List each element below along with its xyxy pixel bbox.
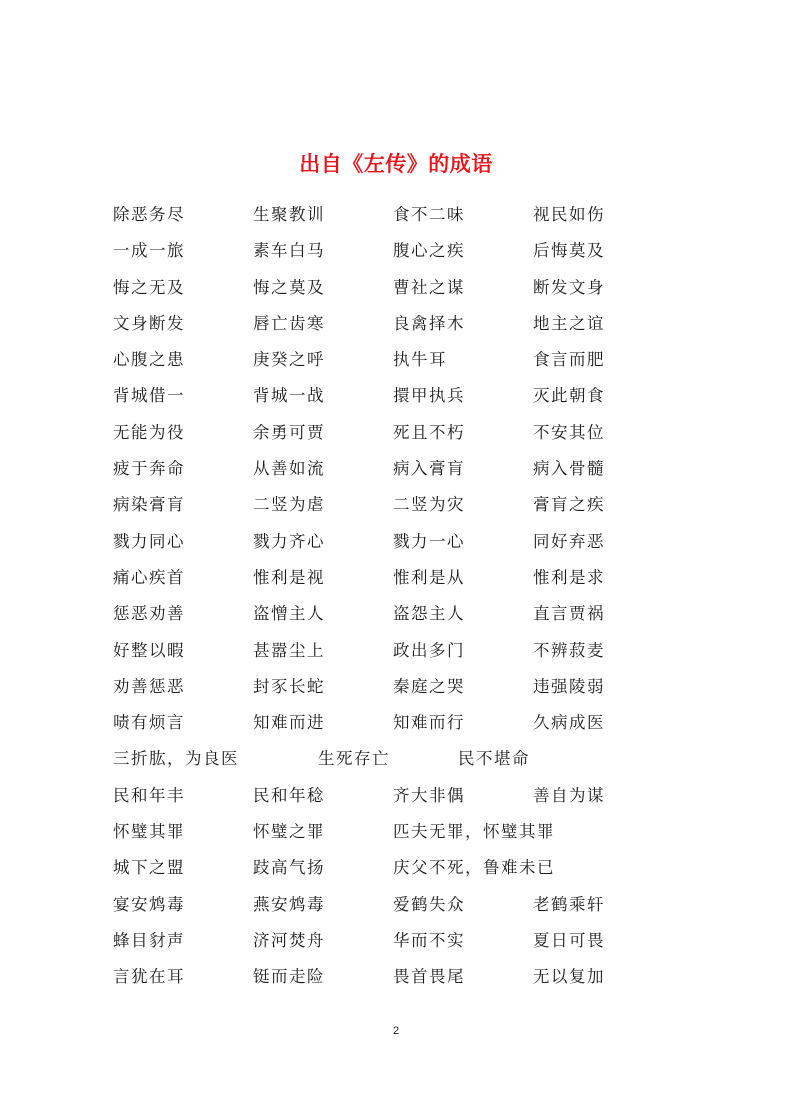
idiom: 不辨菽麦 [533,640,605,660]
idiom-row [113,197,673,233]
idiom: 甚嚣尘上 [253,640,325,660]
idiom: 燕安鸩毒 [253,894,325,914]
idiom: 怀璧之罪 [253,822,325,842]
idiom: 怀璧其罪 [113,822,185,842]
idiom: 戮力一心 [393,531,465,551]
idiom-row [113,705,673,741]
idiom: 老鹤乘轩 [533,894,605,914]
idiom: 擐甲执兵 [393,386,465,406]
idiom: 民和年丰 [113,785,185,805]
idiom: 政出多门 [393,640,465,660]
idiom-row [113,306,673,342]
idiom: 宴安鸩毒 [113,894,185,914]
idiom: 民不堪命 [458,749,530,769]
idiom-row [113,378,673,414]
idiom: 匹夫无罪，怀璧其罪 [393,822,555,842]
idiom-row [113,850,673,886]
idiom: 惟利是从 [393,567,465,587]
idiom: 民和年稔 [253,785,325,805]
idiom: 戮力齐心 [253,531,325,551]
idiom: 盗憎主人 [253,604,325,624]
idiom: 一成一旅 [113,241,185,261]
idiom: 直言贾祸 [533,604,605,624]
idiom-row [113,669,673,705]
idiom-row [113,524,673,560]
idiom: 余勇可贾 [253,422,325,442]
idiom: 济河焚舟 [253,930,325,950]
idiom: 执牛耳 [393,350,447,370]
idiom: 齐大非偶 [393,785,465,805]
idiom-row [113,451,673,487]
idiom: 心腹之患 [113,350,185,370]
page-title: 出自《左传》的成语 [299,152,493,176]
idiom: 爱鹤失众 [393,894,465,914]
idiom: 死且不朽 [393,422,465,442]
idiom-row [113,923,673,959]
idiom: 好整以暇 [113,640,185,660]
idiom: 背城一战 [253,386,325,406]
idiom: 惟利是视 [253,567,325,587]
idiom: 唇亡齿寒 [253,313,325,333]
idiom-row [113,596,673,632]
idiom: 庆父不死，鲁难未已 [393,858,555,878]
idiom: 曹社之谋 [393,277,465,297]
idiom: 膏肓之疾 [533,495,605,515]
idiom: 无以复加 [533,967,605,987]
idiom-row [113,415,673,451]
idiom: 不安其位 [533,422,605,442]
idiom: 背城借一 [113,386,185,406]
idiom: 蜂目豺声 [113,930,185,950]
idiom: 无能为役 [113,422,185,442]
idiom: 悔之莫及 [253,277,325,297]
idiom: 知难而行 [393,713,465,733]
idiom: 从善如流 [253,459,325,479]
idiom-list [113,197,673,996]
idiom: 劝善惩恶 [113,676,185,696]
page-number: 2 [392,1025,400,1037]
idiom: 三折肱，为良医 [113,749,239,769]
idiom-row [113,778,673,814]
idiom: 文身断发 [113,313,185,333]
idiom: 病入骨髓 [533,459,605,479]
idiom-row [113,487,673,523]
idiom: 善自为谋 [533,785,605,805]
idiom: 素车白马 [253,241,325,261]
idiom: 生死存亡 [318,749,390,769]
idiom: 知难而进 [253,713,325,733]
idiom: 畏首畏尾 [393,967,465,987]
idiom: 痛心疾首 [113,567,185,587]
idiom: 食言而肥 [533,350,605,370]
idiom: 后悔莫及 [533,241,605,261]
idiom: 夏日可畏 [533,930,605,950]
idiom: 良禽择木 [393,313,465,333]
idiom: 视民如伤 [533,205,605,224]
idiom: 违强陵弱 [533,676,605,696]
idiom: 封豕长蛇 [253,676,325,696]
idiom: 言犹在耳 [113,967,185,987]
idiom: 生聚教训 [253,205,325,224]
idiom-row [113,233,673,269]
idiom: 腹心之疾 [393,241,465,261]
idiom: 城下之盟 [113,858,185,878]
idiom-row-special [113,741,673,777]
idiom: 惩恶劝善 [113,604,185,624]
idiom: 戮力同心 [113,531,185,551]
idiom: 同好弃恶 [533,531,605,551]
idiom-row [113,814,673,850]
idiom: 二竖为虐 [253,495,325,515]
idiom-row [113,560,673,596]
idiom: 华而不实 [393,930,465,950]
idiom: 断发文身 [533,277,605,297]
idiom-row [113,342,673,378]
idiom: 久病成医 [533,713,605,733]
idiom-row [113,959,673,995]
idiom-row [113,633,673,669]
idiom: 啧有烦言 [113,713,185,733]
idiom: 铤而走险 [253,967,325,987]
idiom: 病染膏肓 [113,495,185,515]
idiom-row [113,270,673,306]
idiom: 地主之谊 [533,313,605,333]
idiom: 食不二味 [393,205,465,224]
idiom: 疲于奔命 [113,459,185,479]
idiom: 除恶务尽 [113,205,185,224]
idiom: 二竖为灾 [393,495,465,515]
idiom: 惟利是求 [533,567,605,587]
idiom: 灭此朝食 [533,386,605,406]
idiom: 秦庭之哭 [393,676,465,696]
idiom-row [113,887,673,923]
idiom: 盗怨主人 [393,604,465,624]
idiom: 悔之无及 [113,277,185,297]
idiom: 跂高气扬 [253,858,325,878]
idiom: 庚癸之呼 [253,350,325,370]
idiom: 病入膏肓 [393,459,465,479]
